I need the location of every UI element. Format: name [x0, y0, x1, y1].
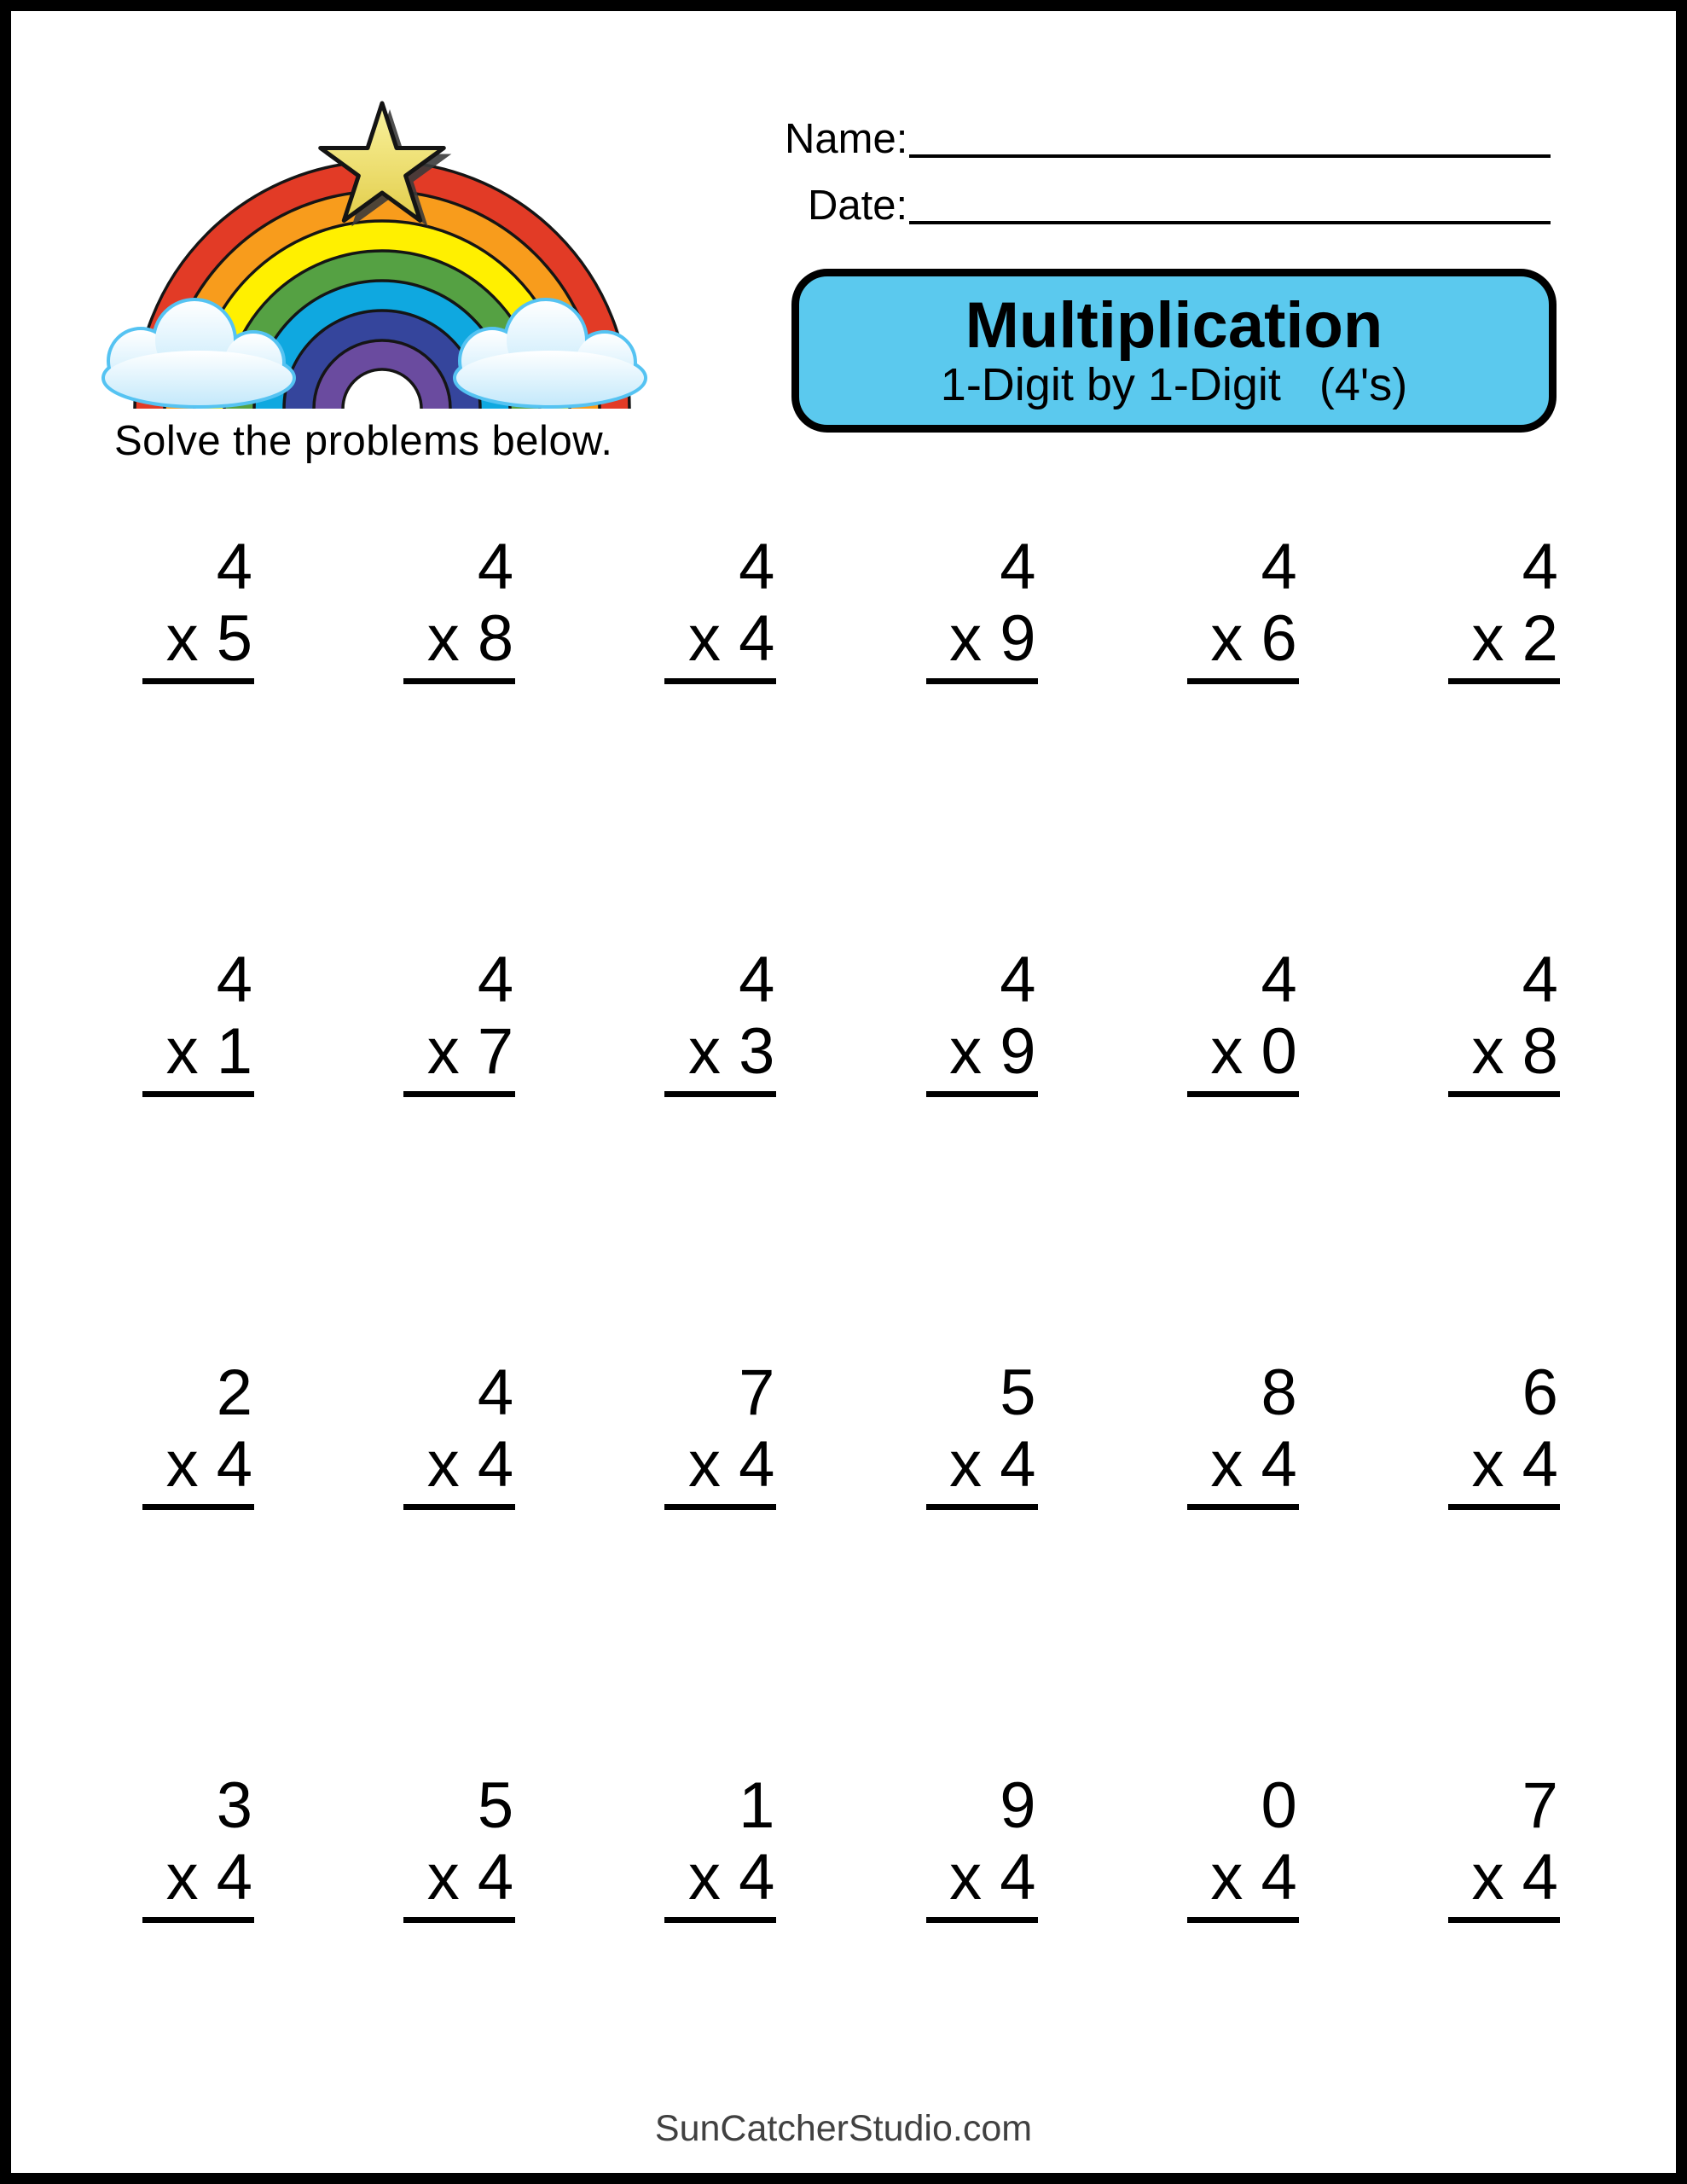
- multiplicand: 4: [1522, 944, 1558, 1016]
- problem-cell: [926, 531, 1038, 684]
- multiplicand: 8: [1261, 1356, 1297, 1429]
- problem-cell: [926, 1770, 1038, 1923]
- multiplier-line: x 8: [426, 602, 514, 675]
- problem-cell: [664, 1770, 776, 1923]
- multiplier-line: x 3: [687, 1015, 775, 1088]
- multiplier-line: x 4: [1210, 1841, 1297, 1914]
- multiplier-line: x 6: [1210, 602, 1297, 675]
- multiplier-line: x 4: [687, 1428, 775, 1501]
- multiplier-line: x 4: [165, 1428, 252, 1501]
- multiplier-line: x 4: [426, 1841, 514, 1914]
- multiplicand: 0: [1261, 1769, 1297, 1842]
- multiplier-line: x 4: [949, 1841, 1036, 1914]
- problem-cell: [403, 944, 515, 1097]
- problem-cell: [926, 1357, 1038, 1510]
- multiplicand: 2: [216, 1356, 252, 1429]
- multiplier-line: x 4: [1210, 1428, 1297, 1501]
- multiplier-line: x 4: [687, 602, 775, 675]
- problem-cell: [1187, 1770, 1299, 1923]
- multiplicand: 4: [1000, 944, 1036, 1016]
- problem-cell: [403, 1770, 515, 1923]
- multiplier-line: x 2: [1471, 602, 1558, 675]
- multiplicand: 4: [739, 944, 775, 1016]
- problem-cell: [403, 531, 515, 684]
- rainbow-icon: [90, 78, 648, 410]
- problem-cell: [1448, 944, 1560, 1097]
- problems-grid: [142, 531, 1560, 1923]
- problem-cell: [142, 531, 254, 684]
- multiplicand: 3: [216, 1769, 252, 1842]
- multiplicand: 4: [1522, 531, 1558, 603]
- multiplicand: 4: [477, 531, 514, 603]
- multiplicand: 4: [216, 531, 252, 603]
- multiplier-line: x 8: [1471, 1015, 1558, 1088]
- problem-cell: [1448, 1357, 1560, 1510]
- multiplicand: 7: [1522, 1769, 1558, 1842]
- page-title: Multiplication: [965, 289, 1383, 362]
- multiplier-line: x 4: [165, 1841, 252, 1914]
- multiplier-line: x 4: [1471, 1841, 1558, 1914]
- multiplicand: 6: [1522, 1356, 1558, 1429]
- name-input-line: [909, 154, 1551, 158]
- multiplicand: 5: [1000, 1356, 1036, 1429]
- multiplier-line: x 5: [165, 602, 252, 675]
- problem-cell: [664, 944, 776, 1097]
- multiplier-line: x 0: [1210, 1015, 1297, 1088]
- multiplicand: 4: [477, 1356, 514, 1429]
- multiplicand: 1: [739, 1769, 775, 1842]
- problem-cell: [1187, 531, 1299, 684]
- problem-cell: [142, 1770, 254, 1923]
- problem-cell: [1448, 1770, 1560, 1923]
- multiplicand: 4: [216, 944, 252, 1016]
- multiplicand: 5: [477, 1769, 514, 1842]
- page-subtitle: 1-Digit by 1-Digit (4's): [940, 359, 1408, 410]
- problem-cell: [1187, 944, 1299, 1097]
- multiplicand: 4: [1261, 531, 1297, 603]
- multiplicand: 4: [1000, 531, 1036, 603]
- problem-cell: [1448, 531, 1560, 684]
- problem-cell: [1187, 1357, 1299, 1510]
- problem-cell: [142, 944, 254, 1097]
- multiplier-line: x 7: [426, 1015, 514, 1088]
- rainbow-graphic: [90, 78, 648, 410]
- multiplicand: 7: [739, 1356, 775, 1429]
- problem-cell: [403, 1357, 515, 1510]
- name-label: Name:: [785, 116, 908, 162]
- date-input-line: [909, 221, 1551, 224]
- problem-cell: [664, 1357, 776, 1510]
- multiplier-line: x 4: [1471, 1428, 1558, 1501]
- date-label: Date:: [808, 183, 908, 229]
- multiplier-line: x 4: [687, 1841, 775, 1914]
- multiplier-line: x 9: [949, 602, 1036, 675]
- multiplicand: 9: [1000, 1769, 1036, 1842]
- footer-site-text: SunCatcherStudio.com: [654, 2108, 1033, 2149]
- multiplier-line: x 4: [949, 1428, 1036, 1501]
- multiplicand: 4: [1261, 944, 1297, 1016]
- problem-cell: [664, 531, 776, 684]
- instruction-text: Solve the problems below.: [114, 418, 613, 464]
- multiplier-line: x 4: [426, 1428, 514, 1501]
- title-box: [791, 269, 1557, 433]
- multiplier-line: x 1: [165, 1015, 252, 1088]
- problem-cell: [926, 944, 1038, 1097]
- multiplicand: 4: [477, 944, 514, 1016]
- problem-cell: [142, 1357, 254, 1510]
- multiplicand: 4: [739, 531, 775, 603]
- multiplier-line: x 9: [949, 1015, 1036, 1088]
